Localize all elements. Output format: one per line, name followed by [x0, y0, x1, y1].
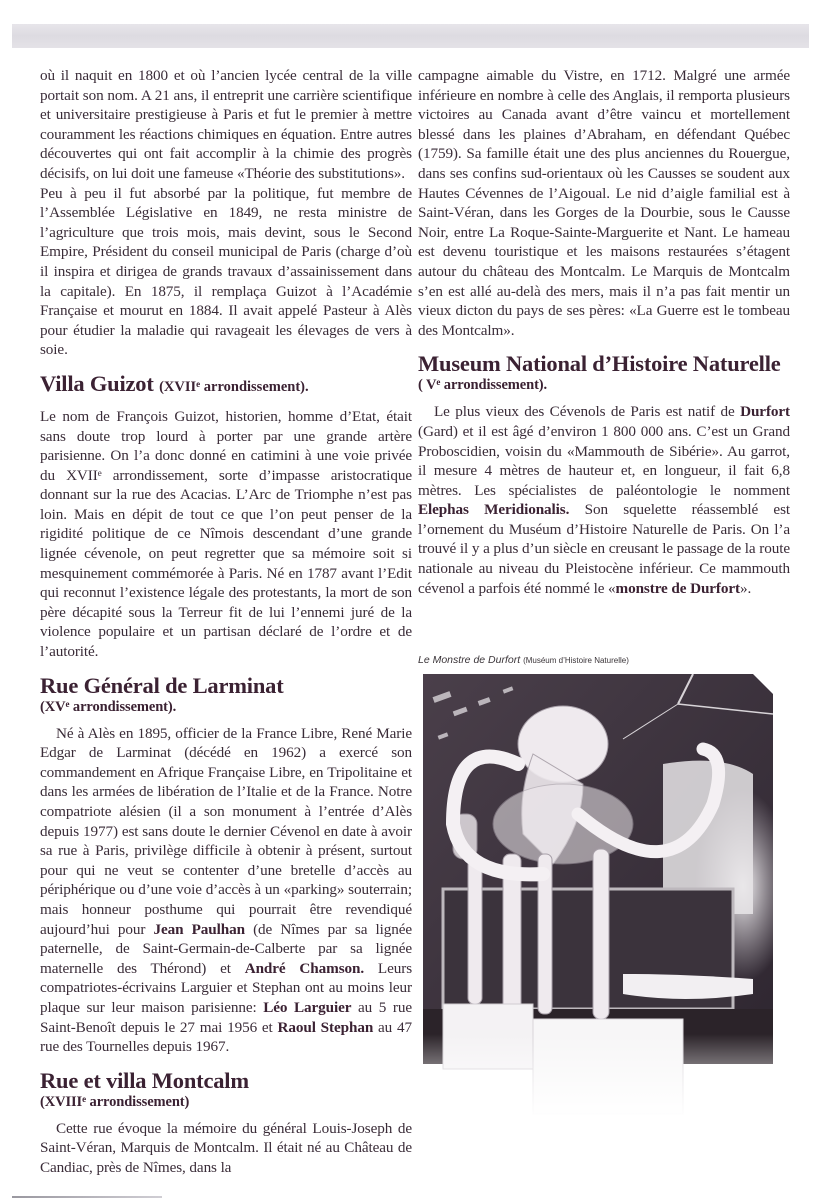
heading-title: Villa Guizot: [40, 370, 154, 396]
paragraph: Né à Alès en 1895, officier de la France Libre, René Marie Edgar de Larminat (décédé en 1962) a exercé son commandement en Afrique Française Libre, en Tripolitaine et dans les armées de libération de l’Italie et de la France. Notre compatriote alésien (il a son monument à l’entrée d’Alès depuis 1977) est sans doute le dernier Cévenol en date à avoir sa rue à Paris, privilège difficile à obtenir à présent, surtout pour qui ne veut se contenter d’une bretelle d’accès au périphérique ou d’une voie d’accès à un «parking» souterrain; mais honneur posthume qui pourrait être revendiqué aujourd’hui pour Jean Paulhan (de Nîmes par sa lignée paternelle, de Saint-Germain-de-Calberte par sa lignée maternelle des Thérond) et André Chamson. Leurs compatriotes-écrivains Larguier et Stephan ont au moins leur plaque sur leur maison parisienne: Léo Larguier au 5 rue Saint-Benoît depuis le 27 mai 1956 et Raoul Stephan au 47 rue des Tournelles depuis 1967.: [40, 724, 412, 1056]
paragraph: Cette rue évoque la mémoire du général Louis-Joseph de Saint-Véran, Marquis de Montcalm. Il était né au Château de Candiac, près de Nîmes, dans la: [40, 1119, 412, 1176]
paragraph: où il naquit en 1800 et où l’ancien lycée central de la ville portait son nom. A 21 ans, il entreprit une carrière scientifique et universitaire prestigieuse à Paris et fut le premier à mettre couramment les réactions chimiques en équation. Entre autres découvertes qui ont fait accomplir à la chimie des progrès décisifs, on lui doit une fameuse «Théorie des substitutions».: [40, 67, 412, 182]
paragraph: Le plus vieux des Cévenols de Paris est natif de Durfort (Gard) et il est âgé d’environ 1 800 000 ans. C’est un Grand Proboscidien, voisin du «Mammouth de Sibérie». Au garrot, il mesure 4 mètres de hauteur et, en longueur, il fait 6,8 mètres. Les spécialistes de paléontologie le nomment Elephas Meridionalis. Son squelette réassemblé est l’ornement du Muséum d’Histoire Naturelle de Paris. On l’a trouvé il y a plus d’un siècle en creusant le passage de la route nationale au niveau du Pleistocène inférieur. Ce mammouth cévenol a parfois été nommé le «monstre de Durfort».: [418, 403, 791, 597]
section-heading-larminat: [40, 674, 412, 698]
heading-district: (XVe arrondissement).: [40, 698, 177, 715]
heading-district: (XVIIe arrondissement).: [159, 378, 309, 395]
mammoth-skeleton-photo: [423, 674, 773, 1119]
caption-title: Le Monstre de Durfort: [418, 654, 521, 666]
paragraph: Le nom de François Guizot, historien, homme d’Etat, était sans doute trop lourd à porter par une grande artère parisienne. On l’a donc donné en catimini à une voie privée du XVIIe arrondissement, sorte d’impasse aristocratique donnant sur la rue des Acacias. L’Arc de Triomphe n’est pas loin. Mais en dépit de tout ce que l’on peut penser de la rigidité politique de ce Nîmois descendant d’une grande lignée cévenole, on peut regretter que sa mémoire soit si mesquinement commémorée à Paris. Né en 1787 avant l’Edit qui reconnut l’existence légale des protestants, la mort de son père décapité sous la Terreur fit de lui l’ennemi juré de la violence populaire et un partisan déclaré de l’ordre et de l’autorité.: [40, 407, 413, 661]
caption-source: (Muséum d’Histoire Naturelle): [523, 656, 629, 665]
section-heading-museum: [418, 352, 790, 376]
heading-title: Rue et villa Montcalm: [40, 1067, 249, 1093]
paragraph: campagne aimable du Vistre, en 1712. Malgré une armée inférieure en nombre à celle des Anglais, il remporta plusieurs victoires au Canada avant d’être vaincu et mortellement blessé dans les plaines d’Abraham, en défendant Québec (1759). Sa famille était une des plus anciennes du Rouergue, dans ses confins sud-orientaux où les Causses se soudent aux Hautes Cévennes de l’Aigoual. Le nid d’aigle familial est à Saint-Véran, dans les Gorges de la Dourbie, sous le Causse Noir, entre La Roque-Sainte-Marguerite et Nant. Le hameau est devenu touristique et les maisons restaurées s’étagent autour du château des Montcalm. Le Marquis de Montcalm s’en est allé au-delà des mers, mais il n’a pas fait mentir un vieux dicton du pays de ses pères: «La Guerre est le tombeau des Montcalm».: [418, 67, 790, 339]
section-heading-montcalm: [40, 1069, 412, 1093]
heading-title: Museum National d’Histoire Naturelle: [418, 351, 781, 377]
heading-district: (XVIIIe arrondissement): [40, 1093, 190, 1110]
right-column: [418, 66, 790, 598]
paragraph: Peu à peu il fut absorbé par la politique, fut membre de l’Assemblée Législative en 1849, ne resta ministre de l’agriculture que trois mois, mais devint, sous le Second Empire, Président du conseil municipal de Paris (charge d’où il inspira et dirigea de grands travaux d’assainissement dans la capitale). En 1875, il remplaça Guizot à l’Académie Française et mourut en 1884. Il avait appelé Pasteur à Alès pour étudier la maladie qui ravageait les élevages de vers à soie.: [40, 184, 412, 359]
heading-district: ( Ve arrondissement).: [418, 377, 548, 394]
heading-title: Rue Général de Larminat: [40, 672, 284, 698]
footer-rule: [12, 1196, 162, 1198]
left-column: [40, 66, 412, 1178]
figure-caption: [418, 654, 629, 666]
page-header-bar: [12, 24, 809, 48]
section-heading-villa-guizot: [40, 372, 412, 399]
